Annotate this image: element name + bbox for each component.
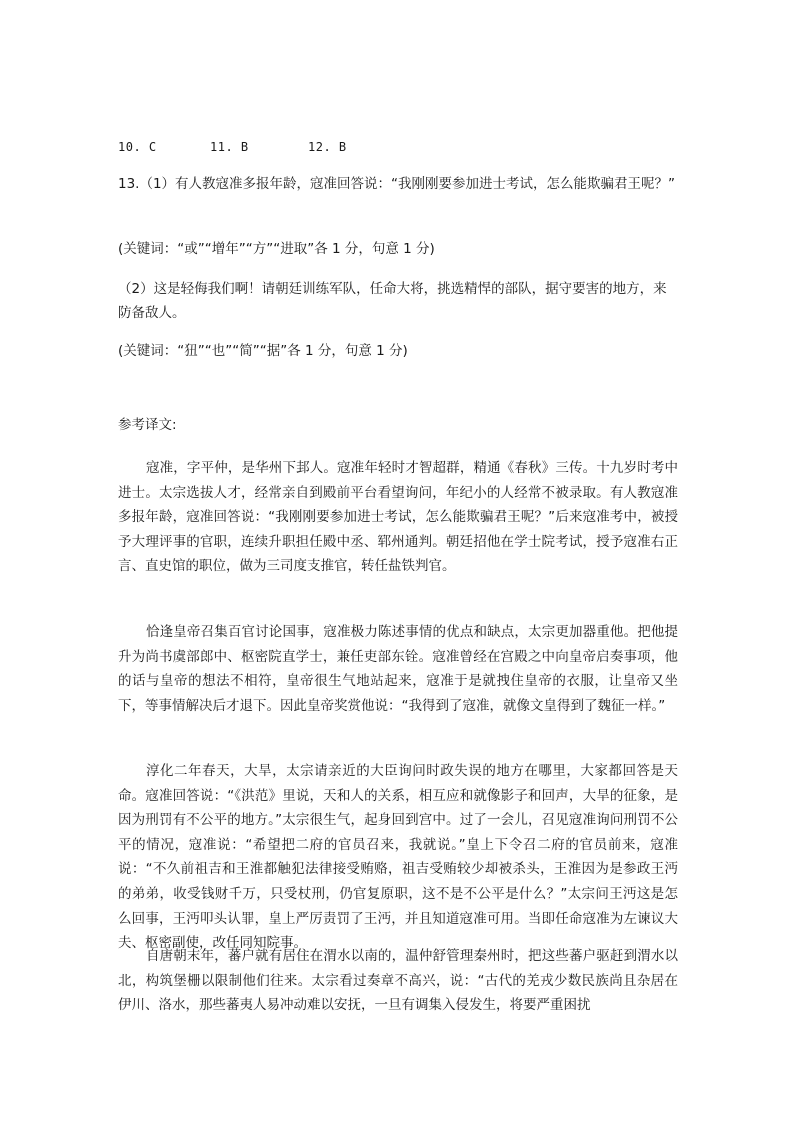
q13-part2: （2）这是轻侮我们啊！请朝廷训练军队，任命大将，挑选精悍的部队，据守要害的地方，来防备敌人。 (118, 281, 667, 321)
answer-line (118, 140, 347, 154)
translation-paragraph: 寇准，字平仲，是华州下邽人。寇准年轻时才智超群，精通《春秋》三传。十九岁时考中进士。太宗选拔人才，经常亲自到殿前平台看望询问，年纪小的人经常不被录取。有人教寇准多报年龄，寇准回答说：“我刚刚要参加进士考试，怎么能欺骗君王呢？”后来寇准考中，被授予大理评事的官职，连续升职担任殿中丞、郓州通判。朝廷招他在学士院考试，授予寇准右正言、直史馆的职位，做为三司度支推官，转任盐铁判官。 (118, 460, 678, 575)
q13-keywords-1: (关键词：“或”“增年”“方”“进取”各 1 分，句意 1 分) (118, 241, 435, 257)
translation-paragraph: 恰逢皇帝召集百官讨论国事，寇准极力陈述事情的优点和缺点，太宗更加器重他。把他提升为尚书虞部郎中、枢密院直学士，兼任吏部东铨。寇准曾经在宫殿之中向皇帝启奏事项，他的话与皇帝的想法不相符，皇帝很生气地站起来，寇准于是就拽住皇帝的衣服，让皇帝又坐下，等事情解决后才退下。因此皇帝奖赏他说：“我得到了寇准，就像文皇得到了魏征一样。” (118, 624, 678, 714)
q13-keywords-2: (关键词：“狃”“也”“简”“据”各 1 分，句意 1 分) (118, 343, 408, 359)
answer-11: 11. B (210, 140, 249, 154)
translation-paragraph: 淳化二年春天，大旱，太宗请亲近的大臣询问时政失误的地方在哪里，大家都回答是天命。寇准回答说：“《洪范》里说，天和人的关系，相互应和就像影子和回声，大旱的征象，是因为刑罚有不公平的地方。”太宗很生气，起身回到宫中。过了一会儿，召见寇准询问刑罚不公平的情况，寇准说：“希望把二府的官员召来，我就说。”皇上下令召二府的官员前来，寇准说：“不久前祖吉和王淮都触犯法律接受贿赂，祖吉受贿较少却被杀头，王淮因为是参政王沔的弟弟，收受钱财千万，只受杖刑，仍官复原职，这不是不公平是什么？”太宗问王沔这是怎么回事，王沔叩头认罪，皇上严厉责罚了王沔，并且知道寇准可用。当即任命寇准为左谏议大夫、枢密副使，改任同知院事。 (118, 763, 678, 952)
answer-12: 12. B (308, 140, 347, 154)
answer-10: 10. C (118, 140, 157, 154)
reference-heading: 参考译文: (118, 417, 177, 433)
translation-paragraph: 自唐朝末年，蕃户就有居住在渭水以南的，温仲舒管理秦州时，把这些蕃户驱赶到渭水以北，构筑堡栅以限制他们往来。太宗看过奏章不高兴，说：“古代的羌戎少数民族尚且杂居在伊川、洛水，那些蕃夷人易冲动难以安抚，一旦有调集入侵发生，将要严重困扰 (118, 948, 678, 1014)
q13-part1: 13.（1）有人教寇准多报年龄，寇准回答说：“我刚刚要参加进士考试，怎么能欺骗君王呢？” (118, 176, 676, 192)
